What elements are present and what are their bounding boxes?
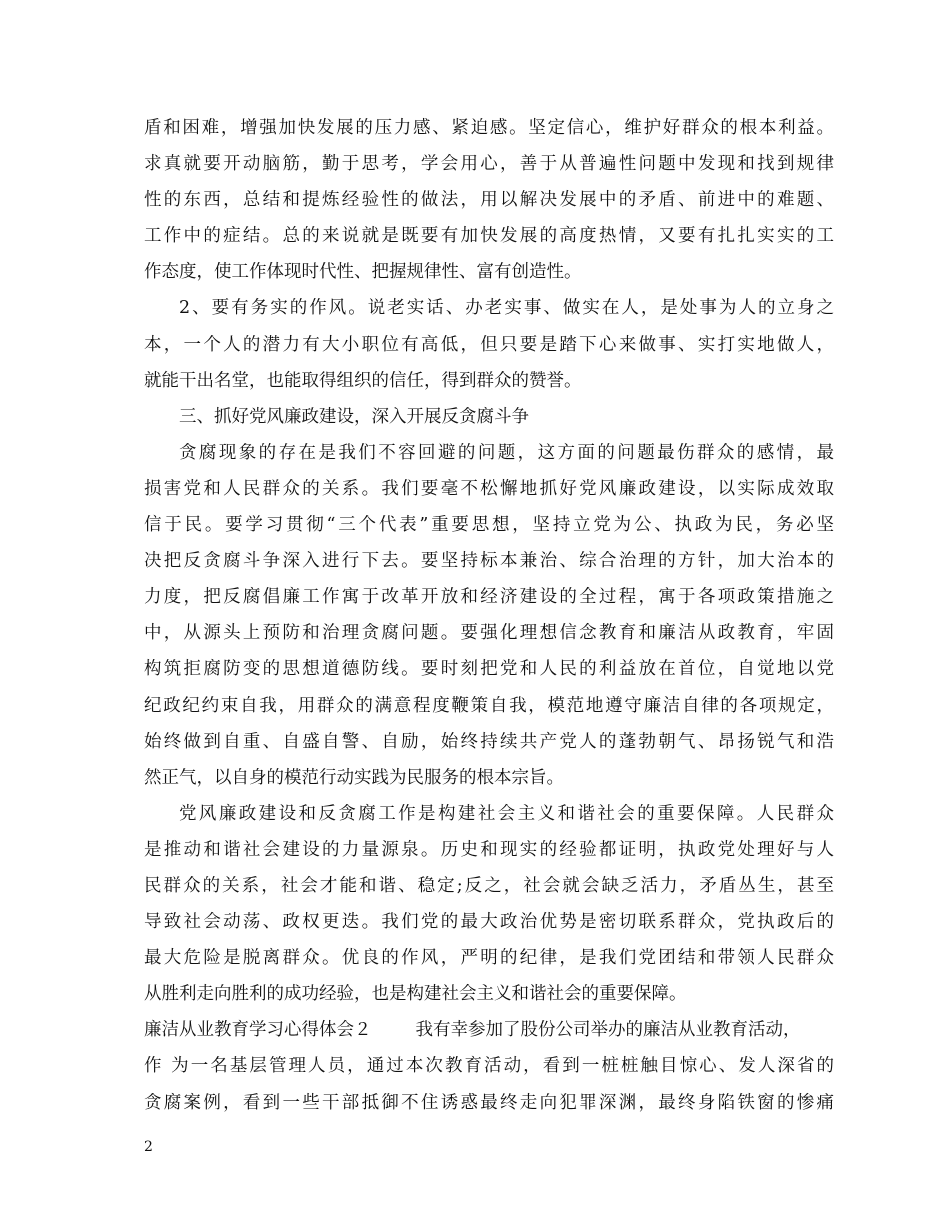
paragraph-first-line: 2、要有务实的作风。说老实话、办老实事、做实在人，是处事为人的立身之 [179,298,834,319]
text-line: 是推动和谐社会建设的力量源泉。历史和现实的经验都证明，执政党处理好与人 [144,839,834,860]
paragraph-first-line: 党风廉政建设和反贪腐工作是构建社会主义和谐社会的重要保障。人民群众 [179,803,834,824]
text-line: 性的东西，总结和提炼经验性的做法，用以解决发展中的矛盾、前进中的难题、 [144,190,834,211]
text-line: 贪腐案例，看到一些干部抵御不住诱惑最终走向犯罪深渊，最终身陷铁窗的惨痛 [144,1092,834,1113]
section-heading: 三、抓好党风廉政建设，深入开展反贪腐斗争 [179,406,529,427]
text-line: 力度，把反腐倡廉工作寓于改革开放和经济建设的全过程，寓于各项政策措施之 [144,587,834,608]
text-line: 本，一个人的潜力有大小职位有高低，但只要是踏下心来做事、实打实地做人， [144,334,834,355]
text-line: 决把反贪腐斗争深入进行下去。要坚持标本兼治、综合治理的方针，加大治本的 [144,551,834,572]
text-line: 然正气，以自身的模范行动实践为民服务的根本宗旨。 [144,767,564,788]
section-first-text: 我有幸参加了股份公司举办的廉洁从业教育活动， [415,1020,801,1041]
text-line: 始终做到自重、自盛自警、自励，始终持续共产党人的蓬勃朝气、昂扬锐气和浩 [144,731,834,752]
section-title-line [144,1012,834,1048]
document-body [144,110,834,1121]
text-line: 从胜利走向胜利的成功经验，也是构建社会主义和谐社会的重要保障。 [144,984,687,1005]
text-line: 作 为一名基层管理人员，通过本次教育活动，看到一桩桩触目惊心、发人深省的 [144,1056,834,1077]
text-line: 求真就要开动脑筋，勤于思考，学会用心，善于从普遍性问题中发现和找到规律 [144,154,834,175]
page-number: 2 [144,1139,153,1155]
text-line: 就能干出名堂，也能取得组织的信任，得到群众的赞誉。 [144,370,582,391]
text-line: 作态度，使工作体现时代性、把握规律性、富有创造性。 [144,262,582,283]
text-line: 导致社会动荡、政权更迭。我们党的最大政治优势是密切联系群众，党执政后的 [144,912,834,933]
text-line: 民群众的关系，社会才能和谐、稳定;反之，社会就会缺乏活力，矛盾丛生，甚至 [144,875,834,896]
text-line: 构筑拒腐防变的思想道德防线。要时刻把党和人民的利益放在首位，自觉地以党 [144,659,834,680]
text-line: 纪政纪约束自我，用群众的满意程度鞭策自我，模范地遵守廉洁自律的各项规定， [144,695,834,716]
paragraph-first-line: 贪腐现象的存在是我们不容回避的问题，这方面的问题最伤群众的感情，最 [179,442,834,463]
text-line: 最大危险是脱离群众。优良的作风，严明的纪律，是我们党团结和带领人民群众 [144,948,834,969]
text-line: 损害党和人民群众的关系。我们要毫不松懈地抓好党风廉政建设，以实际成效取 [144,478,834,499]
text-line: 盾和困难，增强加快发展的压力感、紧迫感。坚定信心，维护好群众的根本利益。 [144,118,834,138]
text-line: 中，从源头上预防和治理贪腐问题。要强化理想信念教育和廉洁从政教育，牢固 [144,623,834,644]
section-title: 廉洁从业教育学习心得体会２ [144,1020,372,1041]
text-line: 信于民。要学习贯彻“三个代表”重要思想，坚持立党为公、执政为民，务必坚 [144,515,834,536]
text-line: 工作中的症结。总的来说就是既要有加快发展的高度热情，又要有扎扎实实的工 [144,226,834,247]
